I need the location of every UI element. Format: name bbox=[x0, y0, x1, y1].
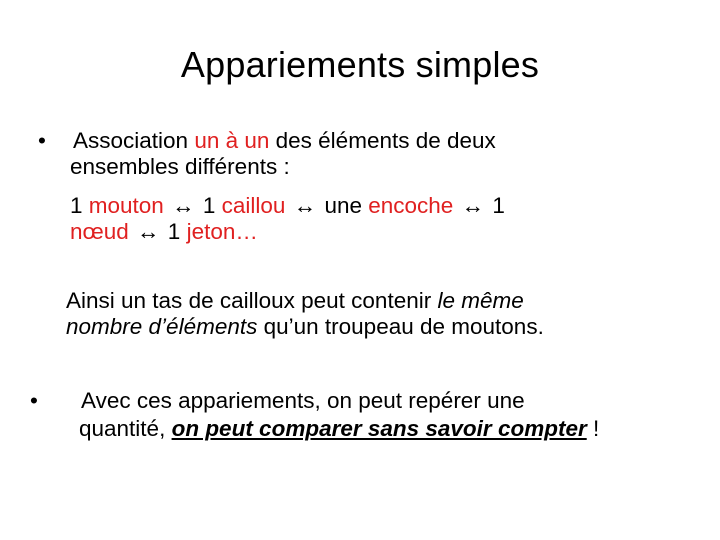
text: Association bbox=[73, 128, 195, 153]
emphasis-comparer: on peut comparer sans savoir compter bbox=[171, 416, 587, 441]
italic-nombre-elements: nombre d’éléments bbox=[66, 314, 258, 339]
highlight-mouton: mouton bbox=[88, 193, 164, 218]
double-arrow-icon: ↔ bbox=[172, 193, 195, 218]
double-arrow-icon: ↔ bbox=[137, 219, 160, 244]
text: qu’un troupeau de moutons. bbox=[257, 314, 544, 339]
highlight-un-a-un: un à un bbox=[194, 128, 270, 153]
paragraph-line2 bbox=[66, 314, 544, 340]
text: 1 bbox=[196, 193, 222, 218]
double-arrow-icon: ↔ bbox=[293, 193, 317, 218]
paragraph-ainsi bbox=[66, 288, 544, 340]
bullet1-line4 bbox=[70, 219, 258, 245]
text: 1 bbox=[161, 219, 187, 244]
bullet1-line3 bbox=[70, 193, 505, 219]
text: une bbox=[318, 193, 369, 218]
highlight-encoche: encoche bbox=[368, 193, 454, 218]
text: des éléments de deux bbox=[269, 128, 496, 153]
slide-title: Appariements simples bbox=[180, 44, 540, 85]
paragraph-line1 bbox=[66, 288, 544, 314]
bullet1-line1 bbox=[73, 128, 496, 154]
bullet2-line2 bbox=[79, 416, 599, 442]
bullet2-line1: Avec ces appariements, on peut repérer une bbox=[81, 388, 525, 413]
bullet-dot-icon: • bbox=[30, 388, 38, 413]
bullet1-line2: ensembles différents : bbox=[70, 154, 290, 179]
highlight-jeton: jeton… bbox=[186, 219, 258, 244]
text: 1 bbox=[486, 193, 505, 218]
text: quantité, bbox=[79, 416, 172, 441]
bullet-dot-icon: • bbox=[38, 128, 46, 153]
text: 1 bbox=[70, 193, 89, 218]
italic-le-meme: le même bbox=[437, 288, 524, 313]
text: ! bbox=[586, 416, 600, 441]
double-arrow-icon: ↔ bbox=[461, 193, 485, 218]
highlight-noeud: nœud bbox=[70, 219, 129, 244]
highlight-caillou: caillou bbox=[221, 193, 286, 218]
text: Ainsi un tas de cailloux peut contenir bbox=[66, 288, 438, 313]
